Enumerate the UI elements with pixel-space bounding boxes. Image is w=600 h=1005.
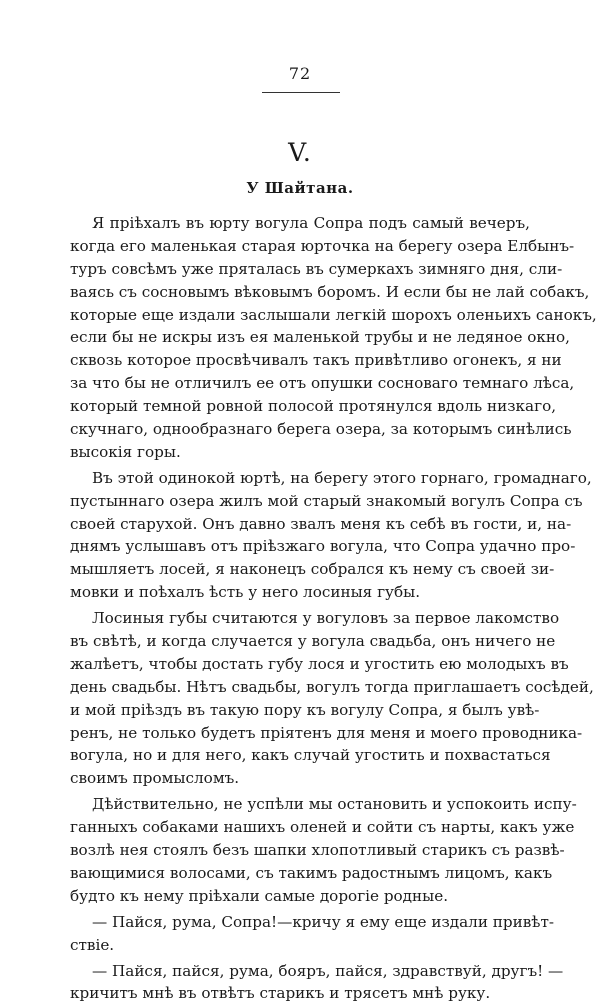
text-line: — Пайся, пайся, рума, бояръ, пайся, здравствуй, другъ! —: [70, 960, 530, 983]
text-line: пустыннаго озера жилъ мой старый знакомый вогулъ Сопра съ: [70, 490, 530, 513]
text-line: туръ совсѣмъ уже пряталась въ сумеркахъ зимняго дня, сли-: [70, 258, 530, 281]
text-line: скучнаго, однообразнаго берега озера, за которымъ синѣлись: [70, 418, 530, 441]
text-line: сквозь которое просвѣчивалъ такъ привѣтливо огонекъ, я ни: [70, 349, 530, 372]
paragraph: [70, 607, 530, 790]
text-line: жалѣетъ, чтобы достать губу лося и угостить ею молодыхъ въ: [70, 653, 530, 676]
text-line: и мой пріѣздъ въ такую пору къ вогулу Сопра, я былъ увѣ-: [70, 699, 530, 722]
text-line: Я пріѣхалъ въ юрту вогула Сопра подъ самый вечеръ,: [70, 212, 530, 235]
text-line: ствіе.: [70, 934, 530, 957]
text-line: который темной ровной полосой протянулся вдоль низкаго,: [70, 395, 530, 418]
text-line: Дѣйствительно, не успѣли мы остановить и успокоить испу-: [70, 793, 530, 816]
text-line: ренъ, не только будетъ пріятенъ для меня и моего проводника-: [70, 722, 530, 745]
paragraph: [70, 212, 530, 464]
text-line: своимъ промысломъ.: [70, 767, 530, 790]
page-number-rule: [262, 92, 340, 93]
text-line: мышляетъ лосей, я наконецъ собрался къ нему съ своей зи-: [70, 558, 530, 581]
text-line: мовки и поѣхалъ ѣсть у него лосиныя губы.: [70, 581, 530, 604]
text-line: ганныхъ собаками нашихъ оленей и сойти съ нарты, какъ уже: [70, 816, 530, 839]
text-line: которые еще издали заслышали легкій шорохъ оленьихъ санокъ,: [70, 304, 530, 327]
text-line: днямъ услышавъ отъ пріѣзжаго вогула, что Сопра удачно про-: [70, 535, 530, 558]
paragraph: [70, 911, 530, 957]
text-line: будто къ нему пріѣхали самые дорогіе родные.: [70, 885, 530, 908]
text-line: кричитъ мнѣ въ отвѣтъ старикъ и трясетъ мнѣ руку.: [70, 982, 530, 1005]
text-line: вающимися волосами, съ такимъ радостнымъ лицомъ, какъ: [70, 862, 530, 885]
text-line: вогула, но и для него, какъ случай угостить и похвастаться: [70, 744, 530, 767]
chapter-title: У Шайтана.: [0, 179, 600, 197]
text-line: если бы не искры изъ ея маленькой трубы и не ледяное окно,: [70, 326, 530, 349]
text-line: за что бы не отличилъ ее отъ опушки сосноваго темнаго лѣса,: [70, 372, 530, 395]
text-line: въ свѣтѣ, и когда случается у вогула свадьба, онъ ничего не: [70, 630, 530, 653]
page-number: 72: [0, 64, 600, 83]
chapter-number: V.: [0, 138, 600, 167]
paragraph: [70, 960, 530, 1005]
paragraph: [70, 467, 530, 604]
text-line: возлѣ нея стоялъ безъ шапки хлопотливый старикъ съ развѣ-: [70, 839, 530, 862]
text-line: высокія горы.: [70, 441, 530, 464]
text-line: когда его маленькая старая юрточка на берегу озера Елбынъ-: [70, 235, 530, 258]
text-line: Въ этой одинокой юртѣ, на берегу этого горнаго, громаднаго,: [70, 467, 530, 490]
text-line: своей старухой. Онъ давно звалъ меня къ себѣ въ гости, и, на-: [70, 513, 530, 536]
text-line: день свадьбы. Нѣтъ свадьбы, вогулъ тогда приглашаетъ сосѣдей,: [70, 676, 530, 699]
paragraph: [70, 793, 530, 907]
chapter-body: [70, 212, 530, 1005]
text-line: Лосиныя губы считаются у вогуловъ за первое лакомство: [70, 607, 530, 630]
text-line: ваясь съ сосновымъ вѣковымъ боромъ. И если бы не лай собакъ,: [70, 281, 530, 304]
text-line: — Пайся, рума, Сопра!—кричу я ему еще издали привѣт-: [70, 911, 530, 934]
